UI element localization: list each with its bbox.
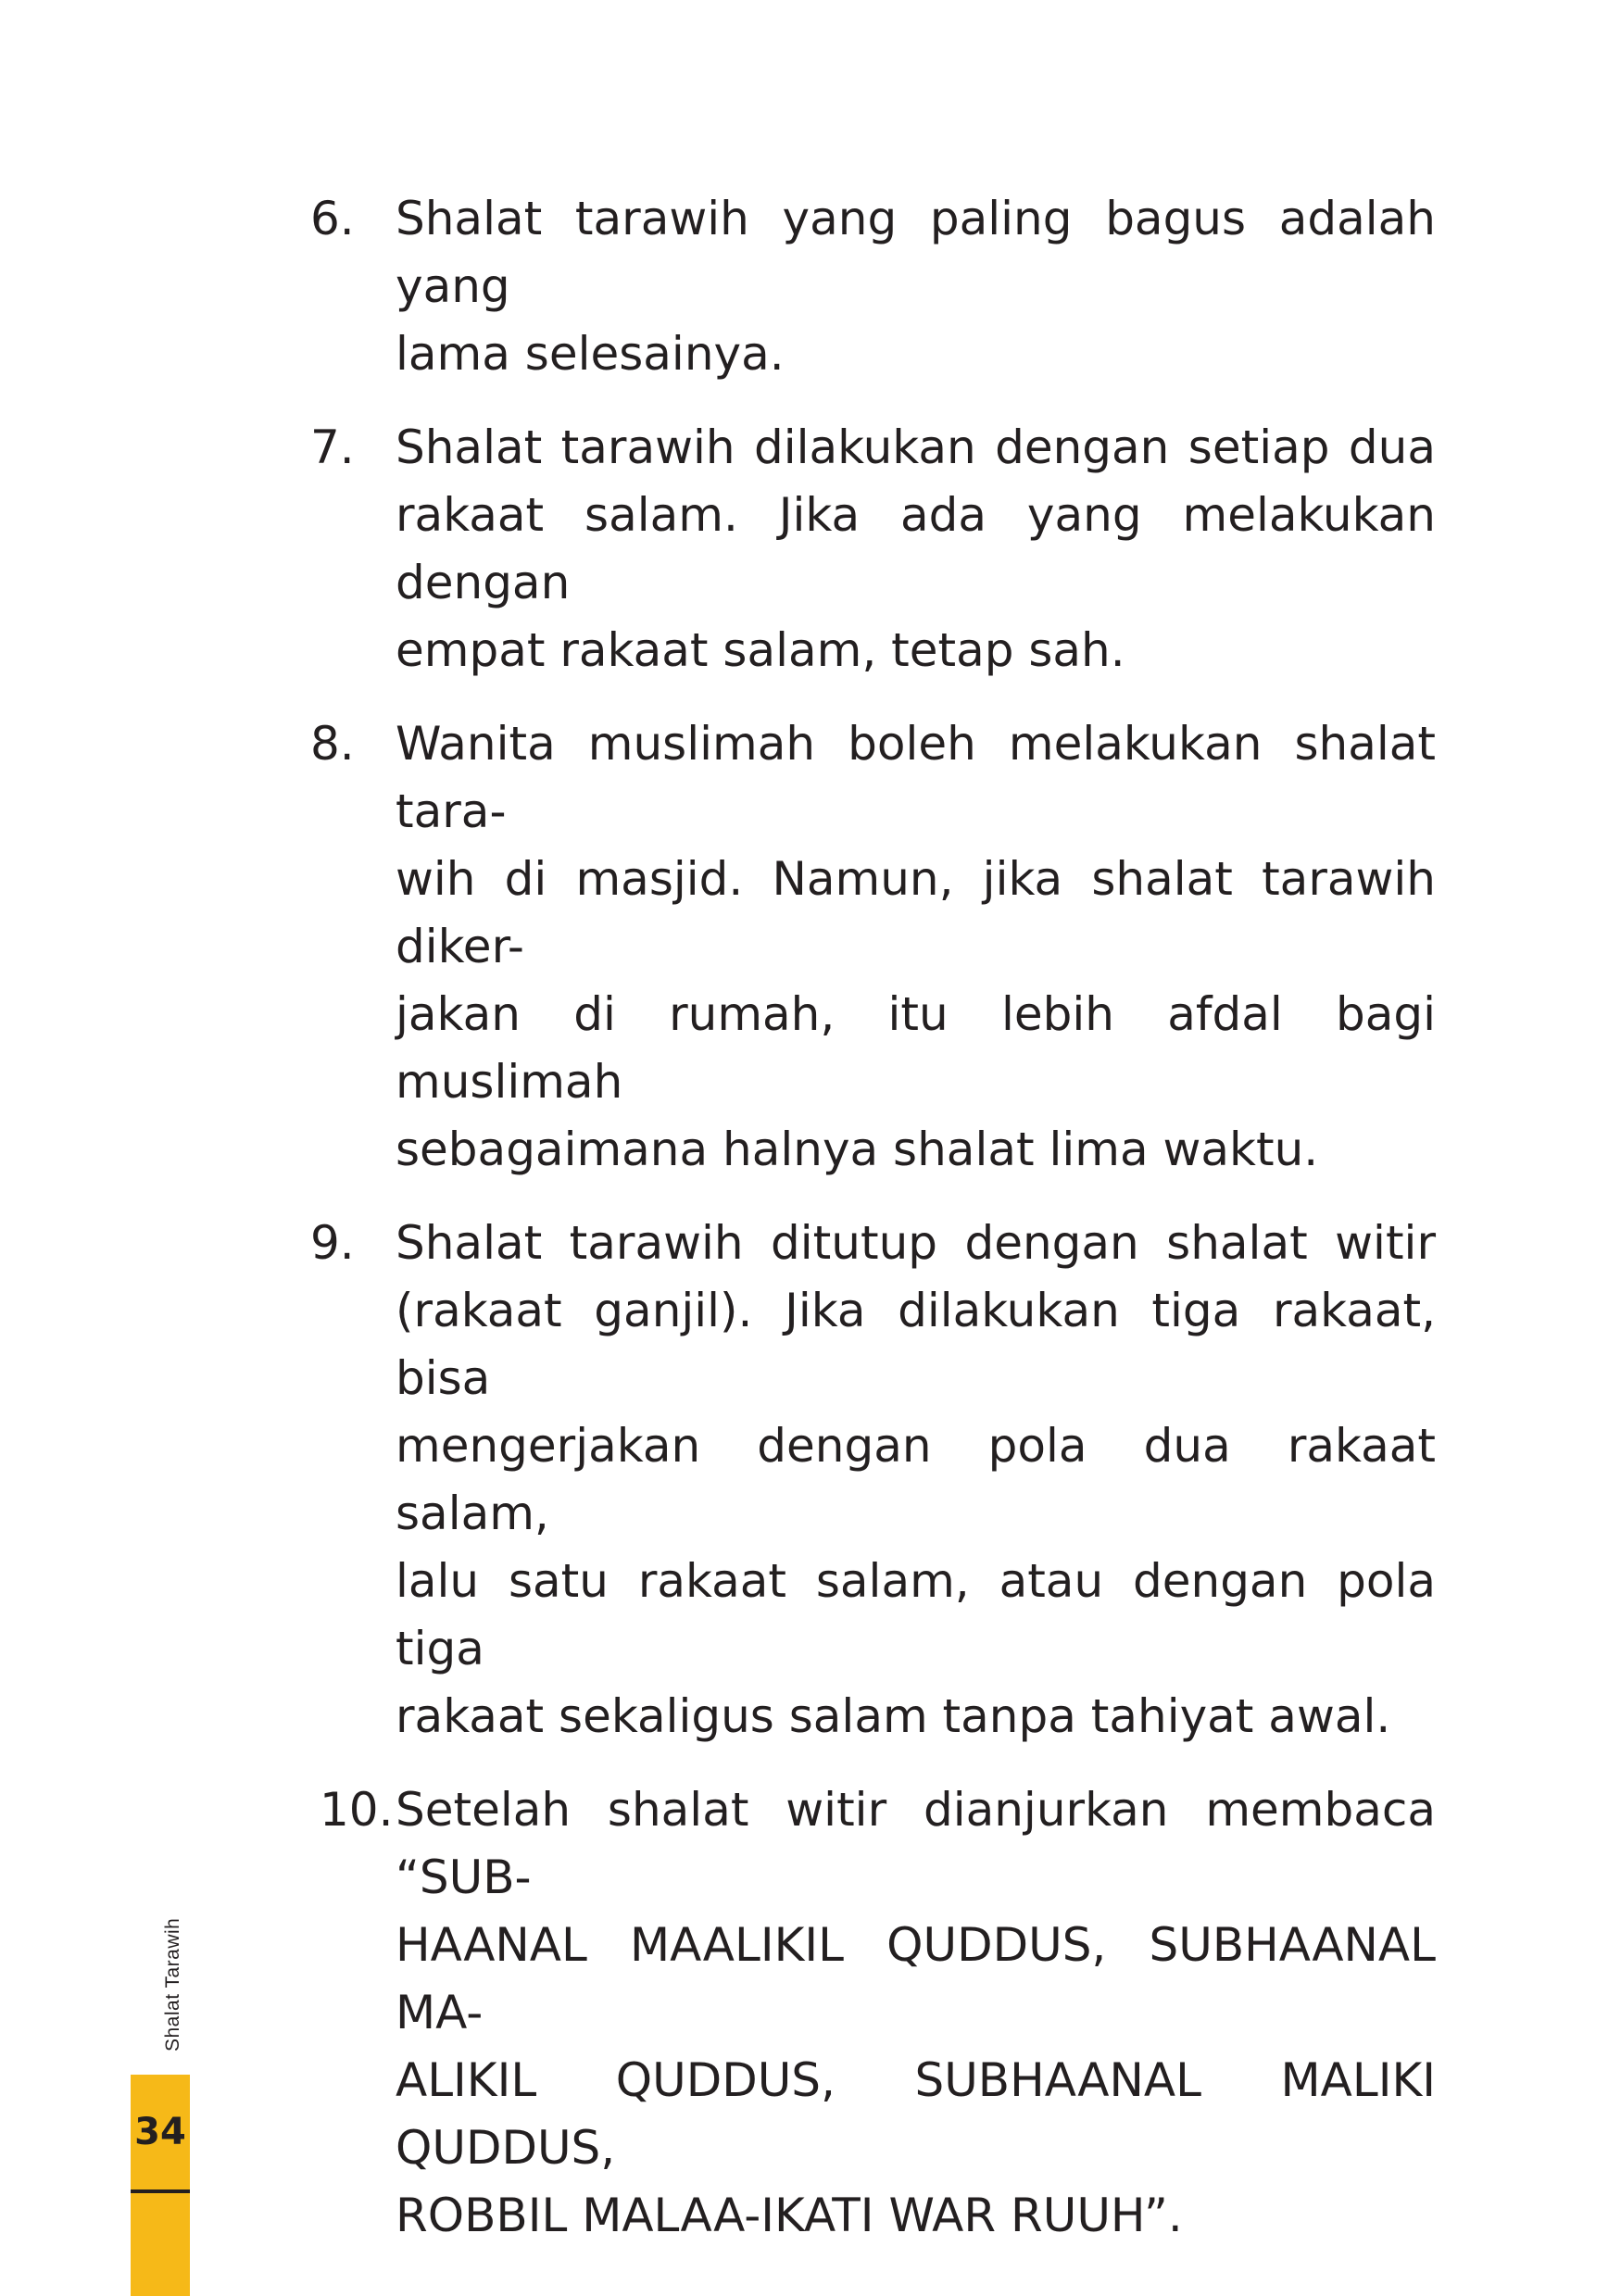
list-item — [320, 1776, 1436, 2250]
item-number: 6. — [310, 192, 355, 245]
item-line: mengerjakan dengan pola dua rakaat salam, — [396, 1419, 1436, 1540]
list-item — [310, 1210, 1436, 1750]
item-line: wih di masjid. Namun, jika shalat tarawih diker- — [396, 852, 1436, 973]
item-line: ROBBIL MALAA-IKATI WAR RUUH”. — [396, 2189, 1183, 2242]
item-line: Shalat tarawih yang paling bagus adalah yang — [396, 192, 1436, 313]
page-number-tab — [131, 2075, 190, 2296]
list-item — [310, 185, 1436, 388]
item-number: 7. — [310, 420, 355, 474]
item-line: (rakaat ganjil). Jika dilakukan tiga rakaat, bisa — [396, 1284, 1436, 1405]
item-line: empat rakaat salam, tetap sah. — [396, 623, 1125, 677]
item-line: rakaat sekaligus salam tanpa tahiyat awal. — [396, 1689, 1391, 1743]
item-number: 8. — [310, 717, 355, 771]
item-line: Shalat tarawih dilakukan dengan setiap dua — [396, 420, 1436, 474]
item-line: Shalat tarawih ditutup dengan shalat witir — [396, 1216, 1436, 1270]
page-number: 34 — [134, 2111, 186, 2153]
item-line: sebagaimana halnya shalat lima waktu. — [396, 1123, 1319, 1176]
item-line: jakan di rumah, itu lebih afdal bagi muslimah — [396, 987, 1436, 1109]
numbered-list — [310, 185, 1436, 2276]
page-number-rule — [131, 2189, 190, 2193]
list-item — [310, 710, 1436, 1184]
item-number: 10. — [320, 1783, 394, 1837]
item-line: rakaat salam. Jika ada yang melakukan dengan — [396, 488, 1436, 609]
list-item — [310, 414, 1436, 684]
item-line: ALIKIL QUDDUS, SUBHAANAL MALIKI QUDDUS, — [396, 2053, 1436, 2175]
running-title: Shalat Tarawih — [162, 1917, 183, 2051]
item-line: lama selesainya. — [396, 327, 785, 381]
item-line: Setelah shalat witir dianjurkan membaca “SUB- — [396, 1783, 1436, 1904]
item-line: lalu satu rakaat salam, atau dengan pola tiga — [396, 1554, 1436, 1675]
item-number: 9. — [310, 1216, 355, 1270]
item-line: HAANAL MAALIKIL QUDDUS, SUBHAANAL MA- — [396, 1918, 1436, 2039]
item-line: Wanita muslimah boleh melakukan shalat tara- — [396, 717, 1436, 838]
